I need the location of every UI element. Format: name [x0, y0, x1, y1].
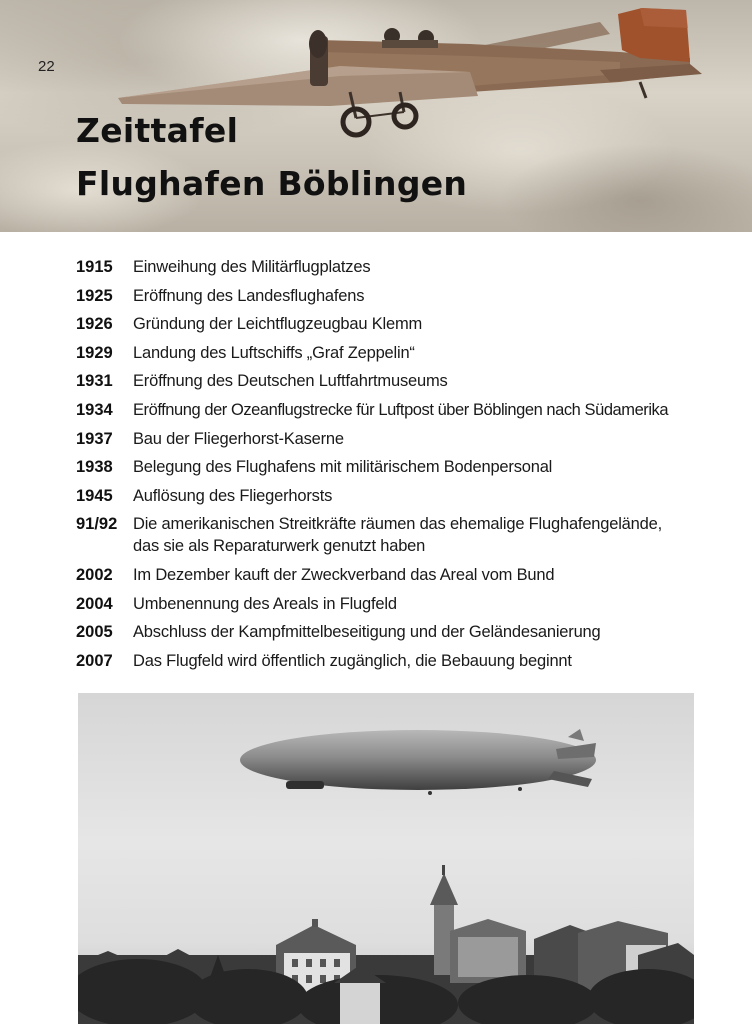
event-text: Belegung des Flughafens mit militärischem Bodenpersonal — [133, 458, 553, 477]
timeline-event — [133, 313, 716, 335]
title-line-1: Zeittafel — [76, 111, 239, 150]
timeline-year: 91/92 — [76, 515, 118, 534]
timeline-event — [133, 621, 716, 643]
timeline-entry — [76, 650, 716, 672]
timeline-year: 2005 — [76, 623, 113, 642]
timeline-year: 2007 — [76, 651, 113, 670]
timeline-entry — [76, 456, 716, 478]
timeline-event — [133, 564, 716, 586]
timeline-entry — [76, 342, 716, 364]
timeline-list — [76, 256, 716, 678]
event-text: Bau der Fliegerhorst-Kaserne — [133, 429, 344, 448]
timeline-year: 2002 — [76, 565, 113, 584]
event-text: Das Flugfeld wird öffentlich zugänglich, die Bebauung beginnt — [133, 651, 572, 670]
page-title — [76, 104, 467, 210]
timeline-year: 1931 — [76, 372, 113, 391]
timeline-year: 1915 — [76, 258, 113, 276]
timeline-event — [133, 456, 716, 478]
timeline-year: 1925 — [76, 286, 113, 305]
event-text: Eröffnung des Landesflughafens — [133, 286, 365, 305]
timeline-year: 1926 — [76, 315, 113, 334]
event-text: Eröffnung des Deutschen Luftfahrtmuseums — [133, 372, 448, 391]
timeline-entry — [76, 513, 716, 557]
event-text: Eröffnung der Ozeanflugstrecke für Luftpost über Böblingen nach Südamerika — [133, 400, 669, 419]
title-line-2: Flughafen Böblingen — [76, 164, 468, 203]
timeline-year: 2004 — [76, 594, 113, 613]
timeline-event — [133, 485, 716, 507]
event-text: Einweihung des Militärflugplatzes — [133, 258, 371, 276]
zeppelin-photo — [78, 693, 694, 1024]
timeline-entry — [76, 370, 716, 392]
timeline-entry — [76, 564, 716, 586]
timeline-entry — [76, 285, 716, 307]
timeline-entry — [76, 485, 716, 507]
timeline-entry — [76, 256, 716, 278]
event-text: Gründung der Leichtflugzeugbau Klemm — [133, 315, 423, 334]
timeline-event — [133, 428, 716, 450]
page-number: 22 — [38, 58, 55, 75]
timeline-event — [133, 650, 716, 672]
event-text-continued: das sie als Reparaturwerk genutzt haben — [133, 537, 426, 556]
timeline-year: 1934 — [76, 400, 113, 419]
timeline-event — [133, 342, 716, 364]
timeline-entry — [76, 593, 716, 615]
event-text: Landung des Luftschiffs „Graf Zeppelin“ — [133, 343, 415, 362]
timeline-event — [133, 285, 716, 307]
timeline-entry — [76, 428, 716, 450]
timeline-entry — [76, 399, 716, 421]
event-text: Umbenennung des Areals in Flugfeld — [133, 594, 397, 613]
event-text: Abschluss der Kampfmittelbeseitigung und der Geländesanierung — [133, 623, 601, 642]
timeline-event — [133, 370, 716, 392]
timeline-event — [133, 513, 716, 557]
event-text: Auflösung des Fliegerhorsts — [133, 486, 333, 505]
timeline-year: 1945 — [76, 486, 113, 505]
timeline-entry — [76, 621, 716, 643]
timeline-event — [133, 593, 716, 615]
timeline-year: 1938 — [76, 458, 113, 477]
header-photo-aircraft — [0, 0, 752, 232]
event-text: Die amerikanischen Streitkräfte räumen das ehemalige Flughafengelände, — [133, 515, 662, 534]
timeline-year: 1929 — [76, 343, 113, 362]
event-text: Im Dezember kauft der Zweckverband das Areal vom Bund — [133, 565, 555, 584]
zeppelin-over-town-illustration — [78, 693, 694, 1024]
timeline-year: 1937 — [76, 429, 113, 448]
timeline-event — [133, 256, 716, 278]
timeline-event — [133, 399, 716, 421]
timeline-entry — [76, 313, 716, 335]
